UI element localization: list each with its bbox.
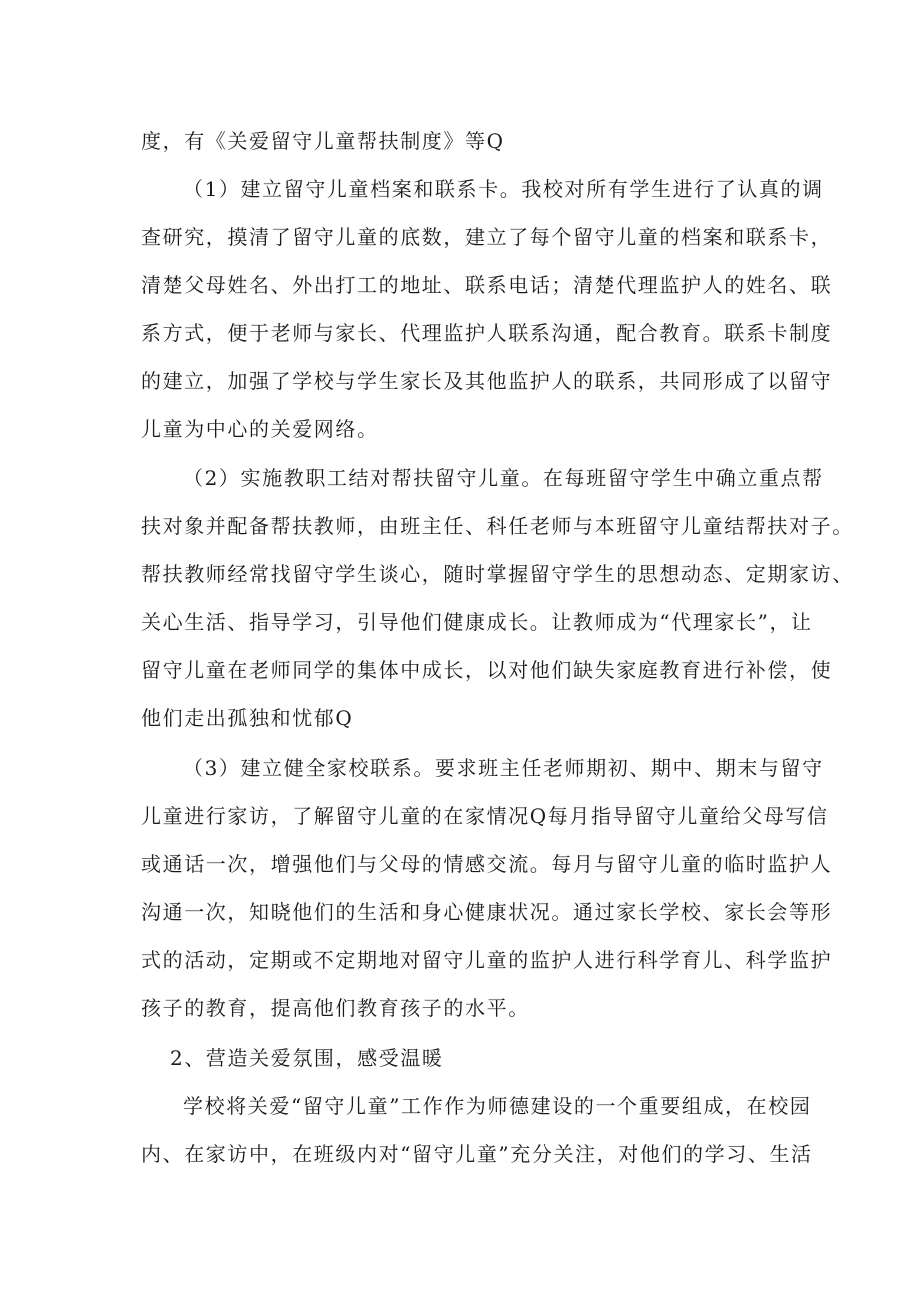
paragraph-line: （3）建立健全家校联系。要求班主任老师期初、期中、期末与留守	[183, 756, 824, 780]
paragraph-line: 系方式，便于老师与家长、代理监护人联系沟通，配合教育。联系卡制度	[141, 321, 833, 345]
paragraph-line: 他们走出孤独和忧郁Q	[141, 706, 354, 730]
paragraph-line: （2）实施教职工结对帮扶留守儿童。在每班留守学生中确立重点帮	[183, 466, 824, 490]
paragraph-line: 沟通一次，知晓他们的生活和身心健康状况。通过家长学校、家长会等形	[141, 900, 833, 924]
paragraph-line: 儿童为中心的关爱网络。	[141, 417, 379, 441]
paragraph-line: 查研究，摸清了留守儿童的底数，建立了每个留守儿童的档案和联系卡，	[141, 225, 833, 249]
paragraph-line: （1）建立留守儿童档案和联系卡。我校对所有学生进行了认真的调	[183, 177, 824, 201]
paragraph-line: 孩子的教育，提高他们教育孩子的水平。	[141, 996, 530, 1020]
paragraph-line: 关心生活、指导学习，引导他们健康成长。让教师成为“代理家长”，让	[141, 610, 813, 634]
paragraph-line: 帮扶教师经常找留守学生谈心，随时掌握留守学生的思想动态、定期家访、	[141, 562, 854, 586]
paragraph-line: 或通话一次，增强他们与父母的情感交流。每月与留守儿童的临时监护人	[141, 852, 833, 876]
paragraph-line: 清楚父母姓名、外出打工的地址、联系电话；清楚代理监护人的姓名、联	[141, 273, 833, 297]
paragraph-line: 式的活动，定期或不定期地对留守儿童的监护人进行科学育儿、科学监护	[141, 948, 833, 972]
section-heading: 2、营造关爱氛围，感受温暖	[170, 1046, 444, 1070]
paragraph-line: 扶对象并配备帮扶教师，由班主任、科任老师与本班留守儿童结帮扶对子。	[141, 514, 854, 538]
paragraph-line: 的建立，加强了学校与学生家长及其他监护人的联系，共同形成了以留守	[141, 369, 833, 393]
paragraph-line: 学校将关爱“留守儿童”工作作为师德建设的一个重要组成，在校园	[183, 1094, 812, 1118]
paragraph-line: 儿童进行家访，了解留守儿童的在家情况Q每月指导留守儿童给父母写信	[141, 804, 829, 828]
paragraph-line: 内、在家访中，在班级内对“留守儿童”充分关注，对他们的学习、生活	[141, 1142, 813, 1166]
paragraph-line: 留守儿童在老师同学的集体中成长，以对他们缺失家庭教育进行补偿，使	[141, 658, 833, 682]
paragraph-line: 度，有《关爱留守儿童帮扶制度》等Q	[141, 129, 505, 153]
